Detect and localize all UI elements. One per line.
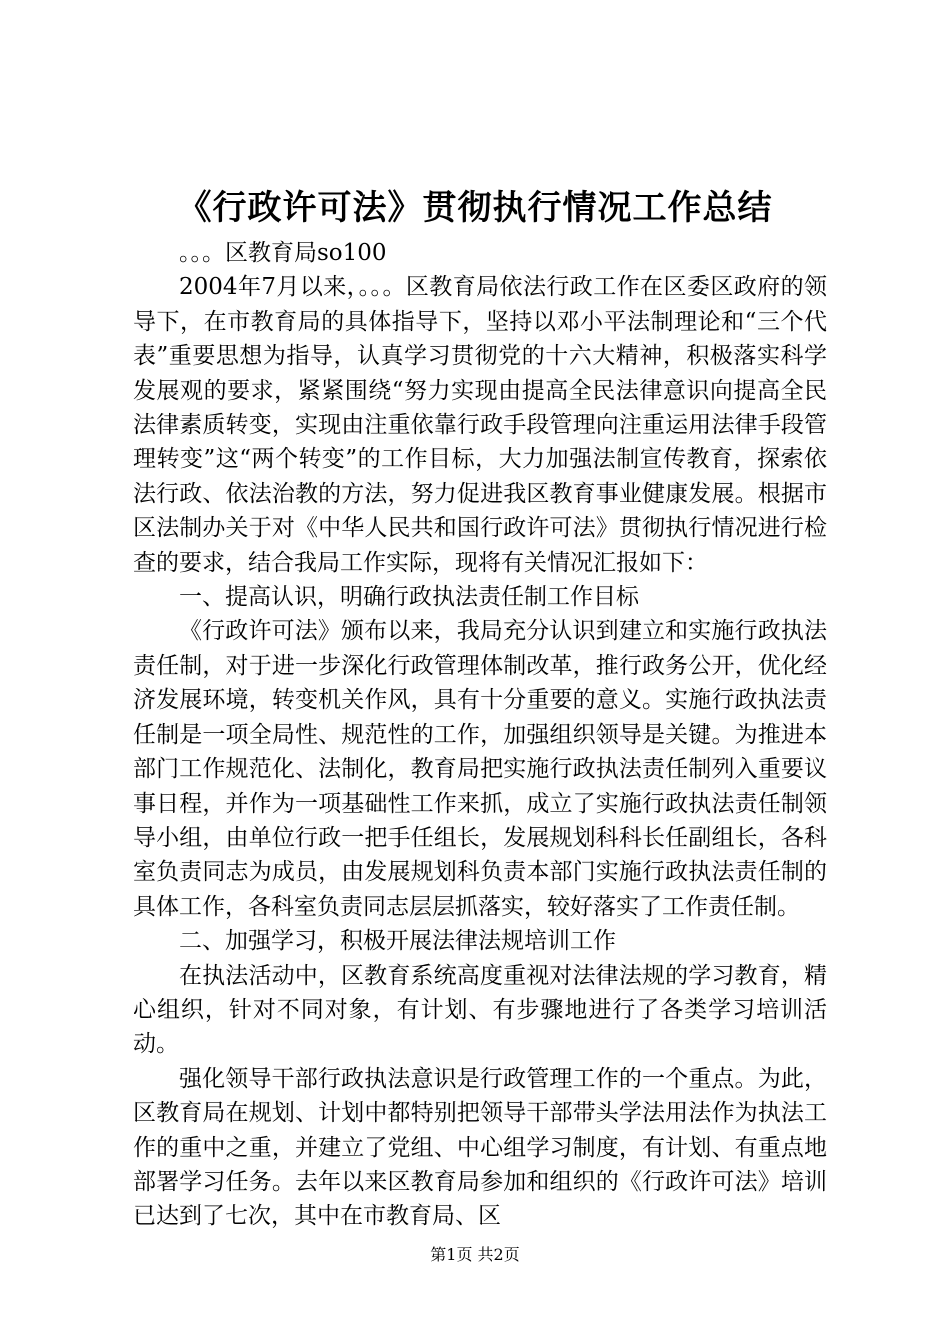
- paragraph-section-2b: 强化领导干部行政执法意识是行政管理工作的一个重点。为此，区教育局在规划、计划中都特别把领导干部带头学法用法作为执法工作的重中之重，并建立了党组、中心组学习制度，有计划、有重点地部署学习任务。去年以来区教育局参加和组织的《行政许可法》培训已达到了七次，其中在市教育局、区: [133, 1065, 827, 1230]
- page-indicator: 第1页 共2页: [430, 1245, 520, 1264]
- paragraph-section-1: 《行政许可法》颁布以来，我局充分认识到建立和实施行政执法责任制，对于进一步深化行政管理体制改革，推行政务公开，优化经济发展环境，转变机关作风，具有十分重要的意义。实施行政执法责任制是一项全局性、规范性的工作，加强组织领导是关键。为推进本部门工作规范化、法制化，教育局把实施行政执法责任制列入重要议事日程，并作为一项基础性工作来抓，成立了实施行政执法责任制领导小组，由单位行政一把手任组长，发展规划科科长任副组长，各科室负责同志为成员，由发展规划科负责本部门实施行政执法责任制的具体工作，各科室负责同志层层抓落实，较好落实了工作责任制。: [133, 618, 827, 920]
- paragraph-intro: 2004年7月以来，。。。区教育局依法行政工作在区委区政府的领导下，在市教育局的具体指导下，坚持以邓小平法制理论和“三个代表”重要思想为指导，认真学习贯彻党的十六大精神，积极落实科学发展观的要求，紧紧围绕“努力实现由提高全民法律意识向提高全民法律素质转变，实现由注重依靠行政手段管理向注重运用法律手段管理转变”这“两个转变”的工作目标，大力加强法制宣传教育，探索依法行政、依法治教的方法，努力促进我区教育事业健康发展。根据市区法制办关于对《中华人民共和国行政许可法》贯彻执行情况进行检查的要求，结合我局工作实际，现将有关情况汇报如下：: [133, 274, 827, 576]
- author-line: 。。。区教育局so100: [179, 240, 387, 266]
- document-title: 《行政许可法》贯彻执行情况工作总结: [177, 188, 773, 228]
- document-body: [133, 236, 827, 1234]
- section-heading-2: 二、加强学习，积极开展法律法规培训工作: [179, 928, 616, 955]
- paragraph-section-2a: 在执法活动中，区教育系统高度重视对法律法规的学习教育，精心组织，针对不同对象，有计划、有步骤地进行了各类学习培训活动。: [133, 962, 827, 1058]
- section-heading-1: 一、提高认识，明确行政执法责任制工作目标: [179, 584, 639, 611]
